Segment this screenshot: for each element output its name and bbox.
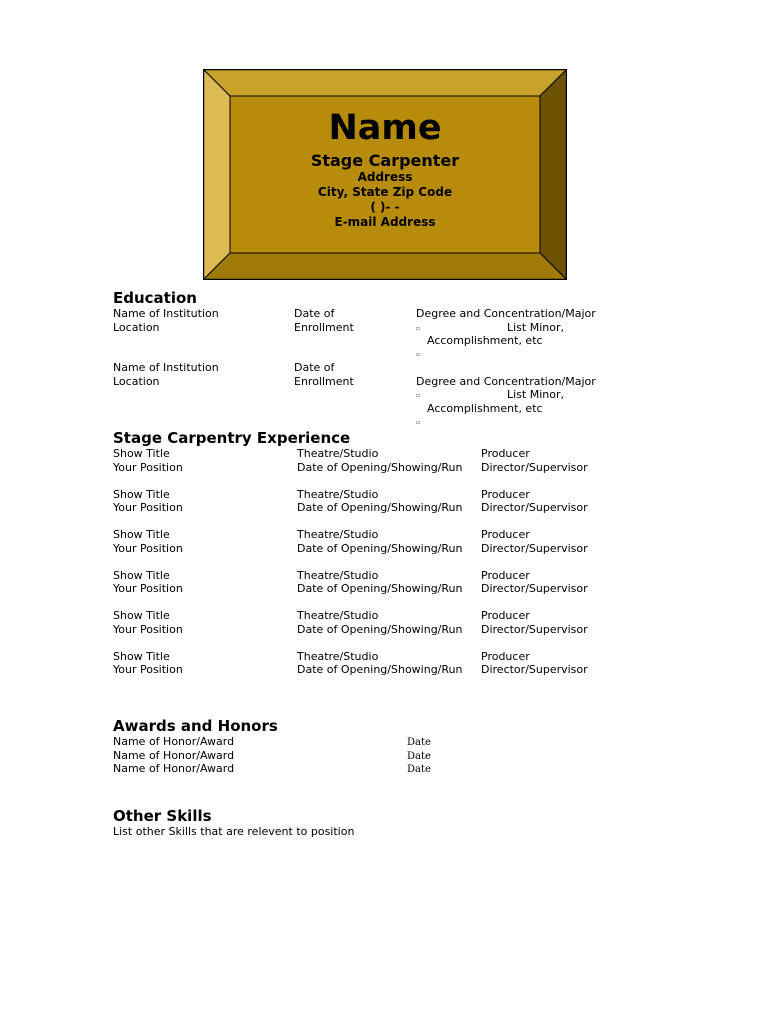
institution-name: Name of Institution — [113, 307, 219, 320]
run-dates: Date of Opening/Showing/Run — [297, 663, 463, 676]
your-position: Your Position — [113, 623, 183, 636]
accomplishment: Accomplishment, etc — [427, 402, 543, 415]
theatre-studio: Theatre/Studio — [297, 650, 379, 663]
director-supervisor: Director/Supervisor — [481, 582, 588, 595]
bullet-icon: ▫ — [416, 392, 421, 399]
enrollment-date-label: Date of — [294, 361, 335, 374]
city-state-zip: City, State Zip Code — [317, 185, 453, 199]
email-address: E-mail Address — [334, 215, 436, 229]
institution-location: Location — [113, 375, 160, 388]
director-supervisor: Director/Supervisor — [481, 663, 588, 676]
theatre-studio: Theatre/Studio — [297, 609, 379, 622]
show-title: Show Title — [113, 488, 170, 501]
producer: Producer — [481, 447, 530, 460]
award-name: Name of Honor/Award — [113, 762, 235, 775]
enrollment-date-label-2: Enrollment — [294, 321, 354, 334]
your-position: Your Position — [113, 542, 183, 555]
skills-heading: Other Skills — [113, 807, 212, 825]
director-supervisor: Director/Supervisor — [481, 461, 588, 474]
awards-heading: Awards and Honors — [113, 717, 278, 735]
theatre-studio: Theatre/Studio — [297, 569, 379, 582]
run-dates: Date of Opening/Showing/Run — [297, 542, 463, 555]
your-position: Your Position — [113, 501, 183, 514]
director-supervisor: Director/Supervisor — [481, 542, 588, 555]
minor: List Minor, — [507, 388, 564, 401]
run-dates: Date of Opening/Showing/Run — [297, 461, 463, 474]
bullet-icon: ▫ — [416, 325, 421, 332]
run-dates: Date of Opening/Showing/Run — [297, 623, 463, 636]
run-dates: Date of Opening/Showing/Run — [297, 582, 463, 595]
bullet-icon: ▫ — [416, 419, 421, 426]
accomplishment: Accomplishment, etc — [427, 334, 543, 347]
address: Address — [357, 170, 413, 184]
show-title: Show Title — [113, 609, 170, 622]
minor: List Minor, — [507, 321, 564, 334]
your-position: Your Position — [113, 582, 183, 595]
show-title: Show Title — [113, 569, 170, 582]
director-supervisor: Director/Supervisor — [481, 623, 588, 636]
award-name: Name of Honor/Award — [113, 735, 235, 748]
producer: Producer — [481, 569, 530, 582]
skills-text: List other Skills that are relevent to position — [113, 825, 355, 838]
your-position: Your Position — [113, 461, 183, 474]
award-date: Date — [407, 737, 431, 748]
candidate-name: Name — [328, 108, 442, 148]
producer: Producer — [481, 650, 530, 663]
show-title: Show Title — [113, 650, 170, 663]
theatre-studio: Theatre/Studio — [297, 528, 379, 541]
award-date: Date — [407, 751, 431, 762]
institution-name: Name of Institution — [113, 361, 219, 374]
award-name: Name of Honor/Award — [113, 749, 235, 762]
degree: Degree and Concentration/Major — [416, 375, 596, 388]
theatre-studio: Theatre/Studio — [297, 447, 379, 460]
show-title: Show Title — [113, 528, 170, 541]
award-date: Date — [407, 764, 431, 775]
enrollment-date-label-2: Enrollment — [294, 375, 354, 388]
producer: Producer — [481, 528, 530, 541]
bullet-icon: ▫ — [416, 351, 421, 358]
producer: Producer — [481, 609, 530, 622]
run-dates: Date of Opening/Showing/Run — [297, 501, 463, 514]
institution-location: Location — [113, 321, 160, 334]
producer: Producer — [481, 488, 530, 501]
job-title: Stage Carpenter — [310, 151, 460, 170]
experience-heading: Stage Carpentry Experience — [113, 429, 351, 447]
enrollment-date-label: Date of — [294, 307, 335, 320]
theatre-studio: Theatre/Studio — [297, 488, 379, 501]
your-position: Your Position — [113, 663, 183, 676]
show-title: Show Title — [113, 447, 170, 460]
degree: Degree and Concentration/Major — [416, 307, 596, 320]
education-heading: Education — [113, 289, 197, 307]
phone-number: ( )- - — [370, 200, 400, 214]
director-supervisor: Director/Supervisor — [481, 501, 588, 514]
